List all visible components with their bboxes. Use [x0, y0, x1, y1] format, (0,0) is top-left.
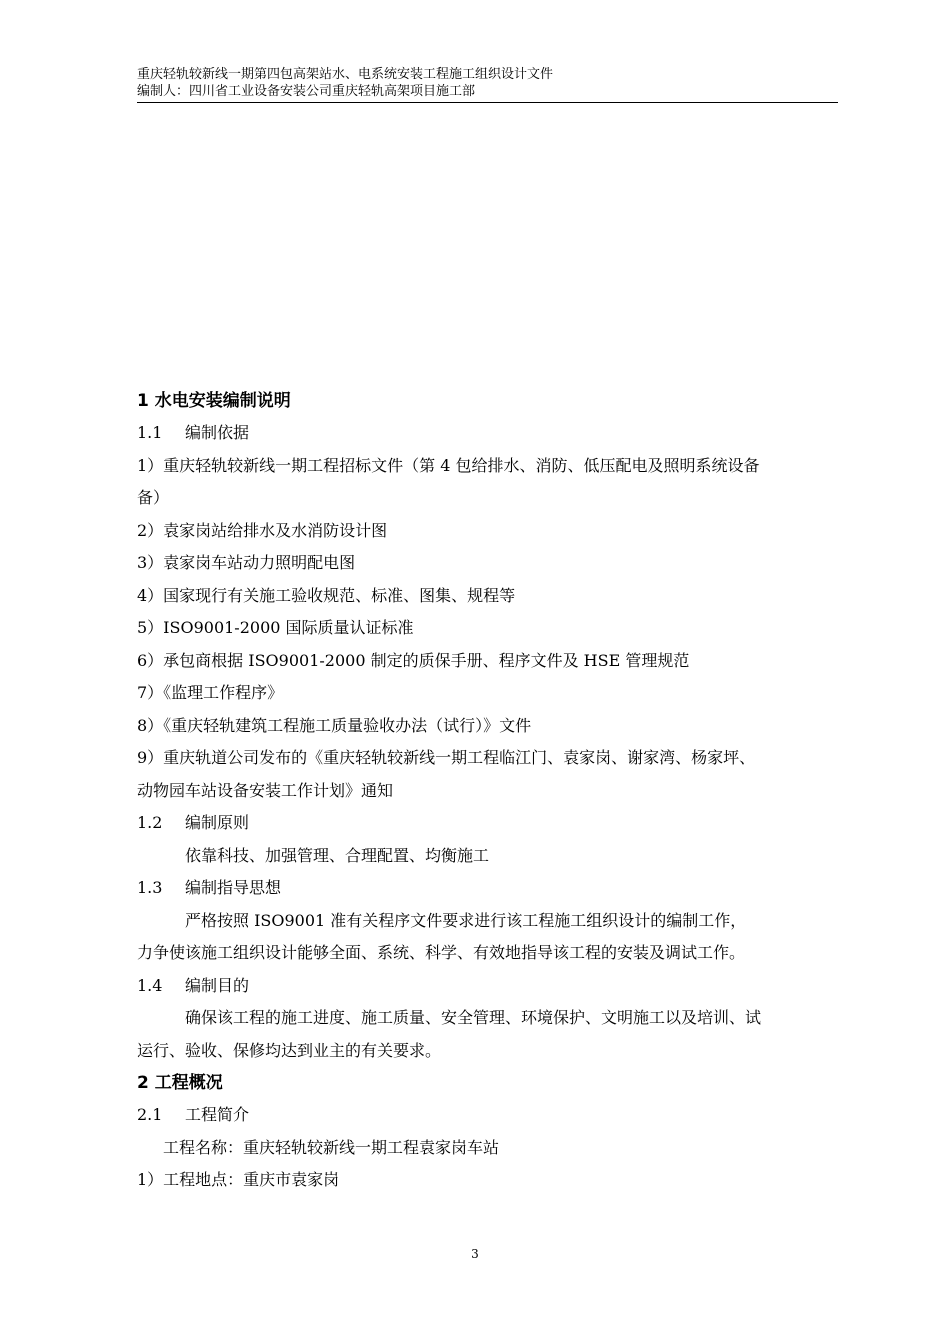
- section-number: 2.1: [137, 1105, 163, 1124]
- basis-item-4: 4）国家现行有关施工验收规范、标准、图集、规程等: [137, 585, 516, 605]
- section-2-1-heading: [137, 1099, 838, 1132]
- basis-item-3: 3）袁家岗车站动力照明配电图: [137, 553, 356, 572]
- guiding-text-line1: 严格按照 ISO9001 准有关程序文件要求进行该工程施工组织设计的编制工作，: [185, 910, 747, 930]
- section-1-2-heading: [137, 807, 838, 840]
- section-number: 1.4: [137, 975, 163, 995]
- section-1-heading: 1 水电安装编制说明: [137, 391, 291, 411]
- document-body: [137, 385, 838, 1197]
- principles-text: 依靠科技、加强管理、合理配置、均衡施工: [185, 845, 490, 865]
- basis-item-1-cont: 备）: [137, 488, 170, 507]
- basis-item-9-cont: 动物园车站设备安装工作计划》通知: [137, 780, 394, 800]
- guiding-text-line2: 力争使该施工组织设计能够全面、系统、科学、有效地指导该工程的安装及调试工作。: [137, 943, 746, 962]
- section-1-3-heading: [137, 872, 838, 905]
- project-location-line: 1）工程地点：重庆市袁家岗: [137, 1170, 340, 1189]
- basis-item-5: 5）ISO9001-2000 国际质量认证标准: [137, 618, 414, 637]
- section-2-heading: 2 工程概况: [137, 1073, 223, 1093]
- section-title: 工程简介: [185, 1105, 250, 1124]
- section-title: 编制原则: [185, 813, 250, 832]
- page-header: [137, 66, 838, 103]
- basis-item-9: 9）重庆轨道公司发布的《重庆轻轨较新线一期工程临江门、袁家岗、谢家湾、杨家坪、: [137, 748, 756, 767]
- section-number: 1.1: [137, 423, 163, 442]
- section-title: 编制依据: [185, 423, 250, 442]
- section-number: 1.3: [137, 878, 163, 897]
- section-title: 编制指导思想: [185, 878, 282, 897]
- basis-item-2: 2）袁家岗站给排水及水消防设计图: [137, 520, 388, 540]
- basis-item-7: 7）《监理工作程序》: [137, 683, 284, 702]
- header-project-title: 重庆轻轨较新线一期第四包高架站水、电系统安装工程施工组织设计文件: [137, 67, 554, 82]
- section-number: 1.2: [137, 813, 163, 832]
- section-1-4-heading: [137, 970, 838, 1003]
- purpose-text-line2: 运行、验收、保修均达到业主的有关要求。: [137, 1040, 442, 1060]
- basis-item-6: 6）承包商根据 ISO9001-2000 制定的质保手册、程序文件及 HSE 管理规范: [137, 650, 690, 670]
- section-title: 编制目的: [185, 975, 250, 995]
- section-1-1-heading: [137, 417, 838, 450]
- basis-item-1: 1）重庆轻轨较新线一期工程招标文件（第 4 包给排水、消防、低压配电及照明系统设备: [137, 455, 760, 475]
- header-author: 编制人：四川省工业设备安装公司重庆轻轨高架项目施工部: [137, 84, 476, 99]
- basis-item-8: 8）《重庆轻轨建筑工程施工质量验收办法（试行）》文件: [137, 715, 532, 735]
- purpose-text-line1: 确保该工程的施工进度、施工质量、安全管理、环境保护、文明施工以及培训、试: [185, 1008, 762, 1027]
- project-name-line: 工程名称：重庆轻轨较新线一期工程袁家岗车站: [163, 1137, 500, 1157]
- page-number: 3: [471, 1247, 479, 1261]
